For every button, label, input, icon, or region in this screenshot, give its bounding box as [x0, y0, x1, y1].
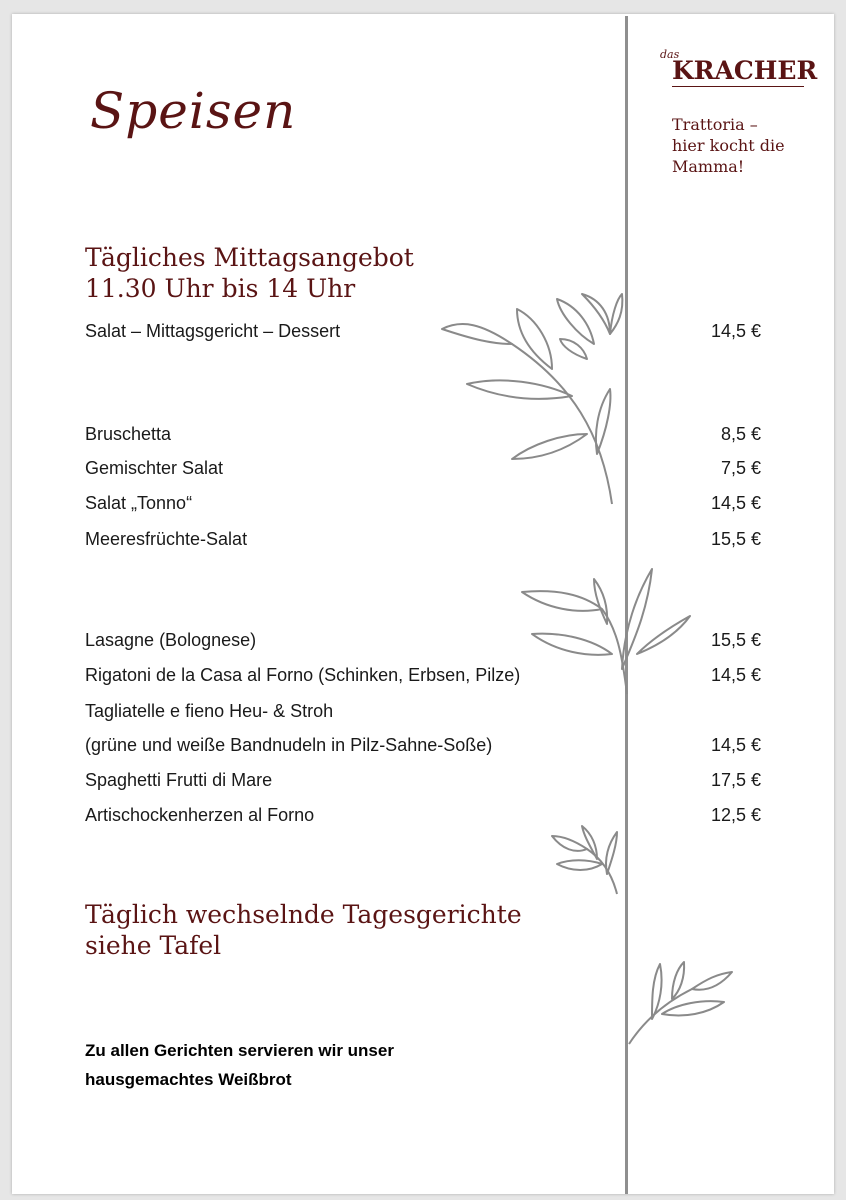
item-price: 14,5 € — [710, 493, 761, 513]
menu-item — [85, 458, 761, 484]
tagline-line: Mamma! — [672, 157, 745, 176]
tagline — [672, 114, 822, 177]
tagline-line: Trattoria – — [672, 115, 758, 134]
menu-item — [85, 493, 761, 519]
logo-prefix: das — [660, 48, 680, 61]
menu-page — [12, 14, 834, 1194]
tagline-line: hier kocht die — [672, 136, 785, 155]
lunch-heading-line: Tägliches Mittagsangebot — [85, 243, 414, 272]
menu-item — [85, 770, 761, 796]
item-name: Artischockenherzen al Forno — [85, 805, 315, 825]
item-name: Tagliatelle e fieno Heu- & Stroh — [85, 701, 334, 721]
daily-heading-line: Täglich wechselnde Tagesgerichte — [85, 900, 522, 929]
lunch-hours: 11.30 Uhr bis 14 Uhr — [85, 274, 356, 303]
page-title: Speisen — [90, 82, 297, 140]
daily-heading — [85, 899, 522, 961]
menu-item — [85, 529, 761, 555]
item-name: Spaghetti Frutti di Mare — [85, 770, 273, 790]
item-price: 17,5 € — [710, 770, 761, 790]
item-price: 12,5 € — [710, 805, 761, 825]
bread-note — [85, 1036, 394, 1094]
item-name: Bruschetta — [85, 424, 172, 444]
item-price: 8,5 € — [720, 424, 761, 444]
item-name: (grüne und weiße Bandnudeln in Pilz-Sahne-Soße) — [85, 735, 493, 755]
restaurant-logo: KRACHER — [672, 56, 818, 85]
item-name: Lasagne (Bolognese) — [85, 630, 257, 650]
item-name: Salat – Mittagsgericht – Dessert — [85, 321, 341, 341]
item-name: Meeresfrüchte-Salat — [85, 529, 248, 549]
daily-heading-line: siehe Tafel — [85, 931, 222, 960]
note-line: hausgemachtes Weißbrot — [85, 1070, 292, 1089]
item-name: Gemischter Salat — [85, 458, 224, 478]
item-price: 15,5 € — [710, 529, 761, 549]
item-price: 7,5 € — [720, 458, 761, 478]
menu-item — [85, 321, 761, 347]
menu-item — [85, 665, 761, 691]
item-price: 14,5 € — [710, 321, 761, 341]
menu-item — [85, 630, 761, 656]
item-price: 15,5 € — [710, 630, 761, 650]
item-name: Salat „Tonno“ — [85, 493, 193, 513]
menu-item — [85, 424, 761, 450]
logo-underline — [672, 86, 804, 87]
lunch-heading — [85, 242, 414, 304]
menu-item — [85, 805, 761, 831]
item-price: 14,5 € — [710, 735, 761, 755]
note-line: Zu allen Gerichten servieren wir unser — [85, 1041, 394, 1060]
menu-item — [85, 735, 761, 761]
item-name: Rigatoni de la Casa al Forno (Schinken, Erbsen, Pilze) — [85, 665, 521, 685]
leaf-decoration — [12, 14, 834, 1194]
menu-item — [85, 701, 761, 727]
item-price: 14,5 € — [710, 665, 761, 685]
